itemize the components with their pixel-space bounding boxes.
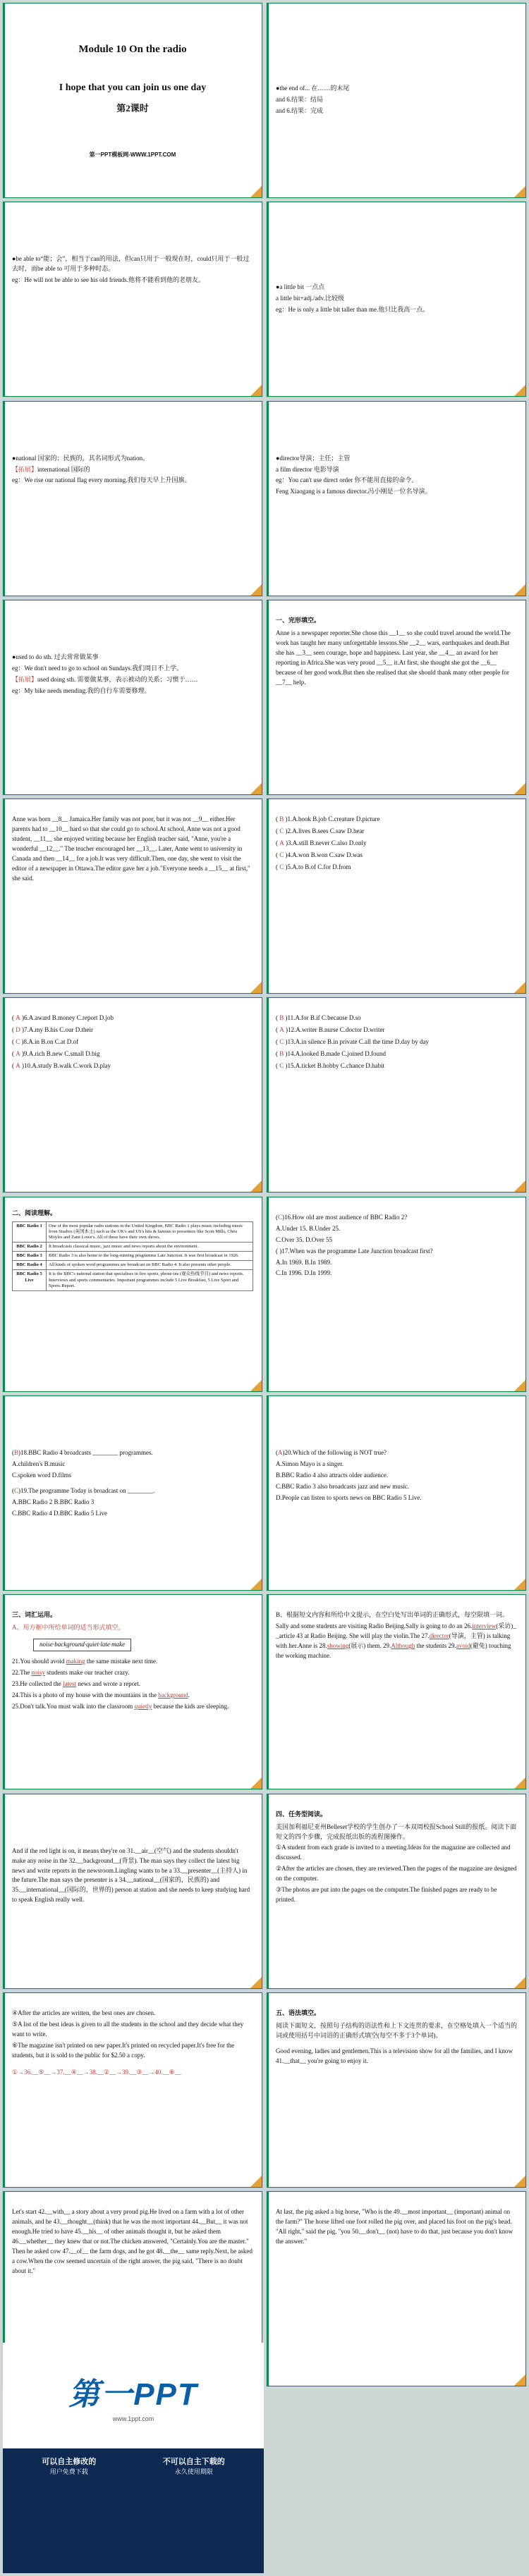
question-number: 6.	[24, 1014, 29, 1022]
note-example: eg：We rise our national flag every morning.我们每天早上升国旗。	[12, 476, 191, 484]
table-row	[13, 1243, 253, 1252]
question-number: 8.	[23, 1038, 29, 1046]
station-desc: All kinds of spoken word programmes are broadcast on BBC Radio 4. It also presents other people.	[47, 1261, 253, 1270]
slide-1	[3, 3, 262, 198]
corner-decoration	[514, 1579, 525, 1590]
slide-4	[267, 202, 526, 397]
station-name: BBC Radio 2	[13, 1243, 47, 1252]
section-subheading: 阅读下面短文，按照句子结构的语法性和上下文连贯的要求，在空格处填入一个适当的词或使用括号中词语的正确形式填空(每空不多于3个单词)。	[276, 2021, 518, 2039]
step-line: ⑥The magazine isn't printed on new paper.It's printed on recycled paper.It's free for the students, but it is sold to the public for $2.50 a copy.	[12, 2041, 235, 2059]
fill-line: 23.He collected the latest news and wrote a report.	[12, 1680, 140, 1688]
note-example: eg：You can't use direct order 你不能用直接的命令。	[276, 476, 418, 484]
lesson-title: I hope that you can join us one day	[59, 82, 207, 94]
slide-11	[3, 997, 262, 1193]
question-number: 1.	[287, 815, 293, 823]
option: C.BBC Radio 3 also broadcasts jazz and new music.	[276, 1482, 409, 1490]
question-option: ( C )2.A.lives B.sees C.saw D.hear	[276, 827, 365, 835]
corner-decoration	[514, 1380, 525, 1391]
answer: A	[278, 1449, 283, 1457]
question-option: ( C )13.A.in silence B.in private C.all the time D.day by day	[276, 1038, 429, 1046]
step-line: ③The photos are put into the pages on the computer.The finished pages are ready to be printed.	[276, 1886, 497, 1904]
note-line: ●national 国家的；民族的，其名词形式为nation。	[12, 454, 150, 462]
step-line: ②After the articles are chosen, they are reviewed.Then the pages of the magazine are designed on the computer.	[276, 1865, 517, 1882]
station-desc: It broadcasts classical music, jazz music and news reports about the environment.	[47, 1243, 253, 1252]
option-text: A.looked B.made C.joined D.found	[295, 1050, 386, 1058]
station-desc: BBC Radio 3 is also home to the long-running programme Late Junction. It was first broadcast in 1926.	[47, 1252, 253, 1261]
promo-item: 不可以自主下载的 永久使用期限	[162, 2458, 225, 2475]
question-text: 16.How old are most audience of BBC Radio 2?	[284, 1213, 408, 1221]
option-list	[12, 1013, 253, 1071]
answer: C	[278, 1213, 283, 1221]
slide-5	[3, 401, 262, 596]
option: B.BBC Radio 4 also attracts older audience.	[276, 1471, 388, 1479]
question-option: ( C )4.A.won B.won C.saw D.was	[276, 851, 363, 858]
answer: C	[279, 1062, 284, 1070]
corner-decoration	[514, 1181, 525, 1192]
expand-text: used doing sth. 需要做某事，表示被动的关系；习惯于……	[37, 675, 198, 683]
question: ( )17.When was the programme Late Junction broadcast first?	[276, 1247, 433, 1255]
question-number: 10.	[24, 1062, 32, 1070]
passage-text: Anne was born __8__ Jamaica.Her family was not poor, but it was not __9__ either.Her parents had to __10__ hard so that she could go to school.At school, Anne was not a good student, __11__ she enjoyed writing because her English teacher said, "Anne, you're a wonderful __12__." The teacher encouraged her __13__. Later, Anne went to university in Canada and then __14__ for a job.It was very difficult.Then, one day, she went to visit the editor of a newspaper in Ottawa.The editor gave her a job."Everyone needs a __15__ at first," she said.	[12, 815, 250, 882]
passage-text: Let's start 42.__with__ a story about a very proud pig.He lived on a farm with a lot of other animals, and he 43.__thought__(think) that he was the most important 44.__But__ it was not enough.He tried to have 45.__his__ of other animals thought it, but he asked them 46.__whether__ they knew that or not.The chicken answered, "Certainly.You are the master." Then he asked cow 47.__of__ the farm dogs, and he got 48.__the__ same reply.Next, he asked a cow.When the cow seemed uncertain of the right answer, the pig said, "There is no doubt about it."	[12, 2208, 253, 2274]
corner-decoration	[250, 1181, 262, 1192]
module-title: Module 10 On the radio	[78, 44, 187, 55]
promo-band	[3, 2448, 264, 2479]
corner-decoration	[250, 584, 262, 596]
answer: interview	[472, 1622, 497, 1630]
note-line: a little bit+adj./adv.比较级	[276, 295, 344, 302]
note-example: eg：My bike needs mending.我的自行车需要修理。	[12, 686, 151, 694]
option: C.spoken word D.films	[12, 1471, 71, 1479]
note-line: ●be able to“能；会”，相当于can的用法，但can只用于一般现在时，could只用于一般过去时，而be able to 可用于多种时态。	[12, 255, 250, 273]
answer: B	[279, 1050, 284, 1058]
corner-decoration	[514, 1977, 525, 1988]
table-row	[13, 1270, 253, 1290]
answer: quietly	[134, 1702, 152, 1710]
question-number: 7.	[24, 1026, 29, 1034]
section-heading: 二、阅读理解。	[12, 1209, 57, 1216]
note-example: Feng Xiaogang is a famous director.冯小刚是一位名导演。	[276, 488, 432, 495]
note-example: eg：We don't need to go to school on Sundays.我们周日不上学。	[12, 664, 183, 672]
question-number: 14.	[287, 1050, 296, 1058]
corner-decoration	[250, 1777, 262, 1789]
answer: making	[66, 1658, 85, 1665]
promo-item: 可以自主修改的 用户免费下载	[42, 2458, 97, 2475]
option-text: A.to B.of C.for D.from	[292, 863, 351, 870]
question-number: 9.	[24, 1050, 29, 1058]
note-line	[12, 675, 253, 685]
option: A.Simon Mayo is a singer.	[276, 1460, 343, 1468]
question-option: ( B )1.A.book B.job C.creature D.picture	[276, 815, 380, 823]
station-desc: It is the BBC's national station that specialises in live sports, phone-ins (观众热线节目) and news reports. Interviews and sports commentaries. Important programmes include 5 Live Breakfast, 5 Live Sport and Sports Report.	[47, 1270, 253, 1290]
slide-14	[267, 1197, 526, 1392]
option-text: A.award B.money C.report D.job	[28, 1014, 114, 1022]
question-number: 13.	[287, 1038, 296, 1046]
corner-decoration	[250, 1977, 262, 1988]
option-text: A.lives B.sees C.saw D.hear	[292, 827, 365, 835]
fill-line: 25.Don't talk.You must walk into the classroom quietly because the kids are sleeping.	[12, 1702, 229, 1710]
corner-decoration	[514, 783, 525, 794]
question-option: ( D )7.A.my B.his C.our D.their	[12, 1026, 93, 1034]
section-subheading: B、根据短文内容和所给中文提示，在空白处写出单词的正确形式，每空限填一词。	[276, 1611, 509, 1619]
question-option: ( A )3.A.still B.never C.also D.only	[276, 839, 367, 847]
option: C.In 1996. D.In 1999.	[276, 1269, 332, 1277]
question-option: ( A )6.A.award B.money C.report D.job	[12, 1014, 114, 1022]
note-line: a film director 电影导演	[276, 465, 339, 473]
step-line: ④After the articles are written, the best ones are chosen.	[12, 2009, 156, 2016]
option-text: A.writer B.nurse C.doctor D.writer	[296, 1026, 385, 1034]
table-row	[13, 1261, 253, 1270]
answer: C	[279, 827, 284, 835]
question-number: 2.	[287, 827, 293, 835]
answer: noisy	[31, 1669, 46, 1677]
option-text: A.my B.his C.our D.their	[28, 1026, 93, 1034]
answer: Although	[391, 1642, 415, 1650]
answer: D	[16, 1026, 20, 1034]
slide-21	[3, 1992, 262, 2188]
slide-17	[3, 1594, 262, 1789]
corner-decoration	[514, 1777, 525, 1789]
slide-12	[267, 997, 526, 1193]
slide-6	[267, 401, 526, 596]
question-option: ( B )14.A.looked B.made C.joined D.found	[276, 1050, 386, 1058]
answer: avoid	[456, 1642, 470, 1650]
option-text: A.study B.walk C.work D.play	[32, 1062, 111, 1070]
slide-2	[267, 3, 526, 198]
section-subheading: A、用方框中所给单词的适当形式填空。	[12, 1624, 125, 1632]
passage-text: And if the red light is on, it means they're on 31.__air__(空气) and the students shouldn't make any noise in the 32.__background__(背景). The man says they collect the latest big news and write reports in the newsroom.Lingling wants to be a 33.__presenter__(主持人) in the future.The man says the presenter is a 34.__national__(国家的，民族的) and 35.__international__(国际的，世界的) person at station and she needs to keep studying hard to speak English really well.	[12, 1847, 250, 1904]
step-line: ①A student from each grade is invited to a meeting.Ideas for the magazine are collected and discussed.	[276, 1844, 511, 1861]
corner-decoration	[514, 982, 525, 993]
question: (B)18.BBC Radio 4 broadcasts ________ programmes.	[12, 1449, 153, 1457]
question-number: 15.	[287, 1062, 296, 1070]
passage-text: Good evening, ladies and gentlemen.This is a television show for all the families, and I know 41.__that__ you're going to enjoy it.	[276, 2047, 513, 2064]
slide-24	[267, 2191, 526, 2386]
question-text: 17.When was the programme Late Junction broadcast first?	[281, 1247, 433, 1255]
option: A.In 1969. B.In 1989.	[276, 1258, 332, 1266]
option-text: A.won B.won C.saw D.was	[292, 851, 363, 858]
answer: director	[429, 1632, 449, 1640]
note-line: ●used to do sth. 过去常常做某事	[12, 653, 99, 660]
table-row	[13, 1252, 253, 1261]
corner-decoration	[250, 783, 262, 794]
option: C.Over 35. D.Over 55	[276, 1235, 332, 1243]
option-text: A.still B.never C.also D.only	[292, 839, 367, 847]
question-number: 11.	[287, 1014, 296, 1022]
note-line: ●a little bit 一点点	[276, 283, 325, 291]
question-text: 18.BBC Radio 4 broadcasts ________ programmes.	[20, 1449, 153, 1457]
option: A.Under 15. B.Under 25.	[276, 1224, 341, 1232]
option-list	[276, 815, 517, 873]
question-option: ( A )10.A.study B.walk C.work D.play	[12, 1062, 111, 1070]
note-line: ●the end of... 在……的末尾	[276, 85, 350, 92]
answer: C	[279, 851, 284, 858]
step-line: ⑤A list of the best ideas is given to all the students in the school and they decide what they want to write.	[12, 2020, 244, 2038]
note-example: eg：He will not be able to see his old friends.他将不能看到他的老朋友。	[12, 276, 205, 284]
slide-13	[3, 1197, 262, 1392]
option-text: A.for B.if C.because D.so	[295, 1014, 361, 1022]
fill-line: 21.You should avoid making the same mistake next time.	[12, 1658, 158, 1665]
station-name: BBC Radio 1	[13, 1221, 47, 1242]
answer: A	[16, 1014, 20, 1022]
question-number: 4.	[287, 851, 293, 858]
station-name: BBC Radio 4	[13, 1261, 47, 1270]
slide-9	[3, 799, 262, 994]
section-heading: 五、语法填空。	[276, 2009, 321, 2016]
slide-10	[267, 799, 526, 994]
note-line: and 6.结果：完成	[276, 106, 323, 114]
slide-15	[3, 1395, 262, 1591]
table-row	[13, 1221, 253, 1242]
option-text: A.book B.job C.creature D.picture	[292, 815, 380, 823]
station-name: BBC Radio 3	[13, 1252, 47, 1261]
passage-text: Anne is a newspaper reporter.She chose this __1__ so she could travel around the world.The work has taught her many unforgettable lessons.She __2__ wars, earthquakes and death.But she has __3__ seen courage, hope and happiness. Last year, she __4__ an award for her reporting in Africa.She was very proud __5__ it.At first, she thought she got the __6__ because of her good work.But then she realised that she should thank many other people for __7__ help.	[276, 629, 511, 686]
question-option: ( C )5.A.to B.of C.for D.from	[276, 863, 351, 870]
question-number: 12.	[288, 1026, 296, 1034]
corner-decoration	[514, 186, 525, 197]
fill-line: 22.The noisy students make our teacher crazy.	[12, 1669, 130, 1677]
answer: B	[14, 1449, 19, 1457]
option-list	[276, 1013, 517, 1071]
answer-flow: ①→36.__⑤__→37.__④__→38.__②__→39.__③__→40.__⑥__	[12, 2068, 181, 2076]
expand-tag: 【拓展】	[12, 465, 38, 473]
corner-decoration	[514, 584, 525, 596]
answer: C	[279, 1038, 284, 1046]
section-heading: 一、完形填空。	[276, 616, 321, 624]
corner-decoration	[250, 982, 262, 993]
corner-decoration	[514, 2374, 525, 2386]
question-number: 5.	[287, 863, 293, 870]
radio-table	[12, 1221, 253, 1291]
answer: A	[16, 1062, 20, 1070]
fill-line: 24.This is a photo of my house with the mountains in the background.	[12, 1691, 190, 1699]
slide-19	[3, 1794, 262, 1989]
option: A.children's B.music	[12, 1460, 66, 1468]
answer: C	[279, 863, 284, 870]
answer: B	[279, 1014, 284, 1022]
slide-16	[267, 1395, 526, 1591]
question-text: 19.The programme Today is broadcast on ________.	[20, 1486, 155, 1494]
note-example: eg：He is only a little bit taller than me.他只比我高一点。	[276, 306, 430, 314]
word-box: noise·background·quiet·late·make	[33, 1639, 131, 1651]
slide-3	[3, 202, 262, 397]
question: (A)20.Which of the following is NOT true?	[276, 1449, 387, 1457]
slide-18	[267, 1594, 526, 1789]
passage-text: Sally and some students are visiting Radio Beijing.Sally is going to do an 26.interview(采访)_ _article 43 at Radio Beijing. She will play the violin.The 27.director(导演，主管) is talking with her.Anne is 28.showing(展示) them. 29.Although the students 29.avoid(避免) touching the working machine.	[276, 1622, 516, 1660]
corner-decoration	[250, 385, 262, 396]
answer: latest	[62, 1680, 76, 1688]
answer: showing	[327, 1642, 349, 1650]
question: (C)19.The programme Today is broadcast on ________.	[12, 1486, 155, 1494]
question-number: 3.	[288, 839, 293, 847]
corner-decoration	[250, 186, 262, 197]
period-label: 第2课时	[116, 102, 149, 113]
question-option: ( C )15.A.ticket B.hobby C.chance D.habit	[276, 1062, 384, 1070]
section-heading: 三、词汇运用。	[12, 1611, 57, 1619]
option: D.People can listen to sports news on BBC Radio 5 Live.	[276, 1493, 422, 1501]
answer: C	[16, 1038, 20, 1046]
note-line: and 6.结果：结局	[276, 95, 323, 103]
slide-20	[267, 1794, 526, 1989]
question-option: ( B )11.A.for B.if C.because D.so	[276, 1014, 361, 1022]
answer: background	[158, 1691, 188, 1699]
note-line	[12, 465, 253, 475]
section-heading: 四、任务型阅读。	[276, 1810, 327, 1818]
slide-7	[3, 600, 262, 795]
answer: B	[279, 815, 284, 823]
answer: A	[16, 1050, 20, 1058]
station-name: BBC Radio 5 Live	[13, 1270, 47, 1290]
answer: A	[279, 1026, 284, 1034]
station-desc: One of the most popular radio stations in the United Kingdom, BBC Radio 1 plays music including music from Studios (英国本土) such as the UK's and US's hits & famous to presenters like Scott Mills, Chris Moyles and Zane Lowe's. All of these have their own shows.	[47, 1221, 253, 1242]
corner-decoration	[250, 2176, 262, 2187]
answer: A	[279, 839, 284, 847]
option: C.BBC Radio 4 D.BBC Radio 5 Live	[12, 1509, 108, 1517]
question-option: ( A )12.A.writer B.nurse C.doctor D.writer	[276, 1026, 385, 1034]
slide-8	[267, 600, 526, 795]
site-footer: 第一PPT模板网-WWW.1PPT.COM	[89, 152, 176, 159]
corner-decoration	[250, 1380, 262, 1391]
slide-22	[267, 1992, 526, 2188]
question-option: ( C )8.A.in B.on C.at D.of	[12, 1038, 79, 1046]
option-text: A.rich B.new C.small D.big	[28, 1050, 100, 1058]
corner-decoration	[514, 2176, 525, 2187]
question-text: 20.Which of the following is NOT true?	[284, 1449, 387, 1457]
option-text: A.ticket B.hobby C.chance D.habit	[295, 1062, 384, 1070]
passage-text: At last, the pig asked a big horse, "Who is the 49.__most important__ (important) animal on the farm?" The horse lifted one foot rolled the pig over, and placed his foot on the pig's head. "All right," said the pig, "you 50.__don't__ (not) have to do that, just because you don't know the answer."	[276, 2208, 513, 2245]
promo-slide	[3, 2343, 264, 2573]
expand-tag: 【拓展】	[12, 675, 38, 683]
slide-grid	[3, 3, 526, 2386]
corner-decoration	[250, 1579, 262, 1590]
option: A.BBC Radio 2 B.BBC Radio 3	[12, 1498, 95, 1505]
note-line: ●director导演；主任；主管	[276, 454, 351, 462]
answer: C	[14, 1486, 19, 1494]
question-option: ( A )9.A.rich B.new C.small D.big	[12, 1050, 100, 1058]
brand-url: www.1ppt.com	[112, 2415, 154, 2422]
option-text: A.in silence B.in private C.all the time D.day by day	[295, 1038, 429, 1046]
passage-text: 美国加利福尼亚州Belleset学校的学生创办了一本双周校报School Still的报纸。阅读下面短文的四个步骤，完成报纸出版的流程图操作。	[276, 1823, 517, 1840]
option-text: A.in B.on C.at D.of	[28, 1038, 79, 1046]
corner-decoration	[514, 385, 525, 396]
brand-logo: 第一PPT	[68, 2377, 198, 2412]
expand-text: international 国际的	[37, 465, 90, 473]
question: (C)16.How old are most audience of BBC Radio 2?	[276, 1213, 408, 1221]
